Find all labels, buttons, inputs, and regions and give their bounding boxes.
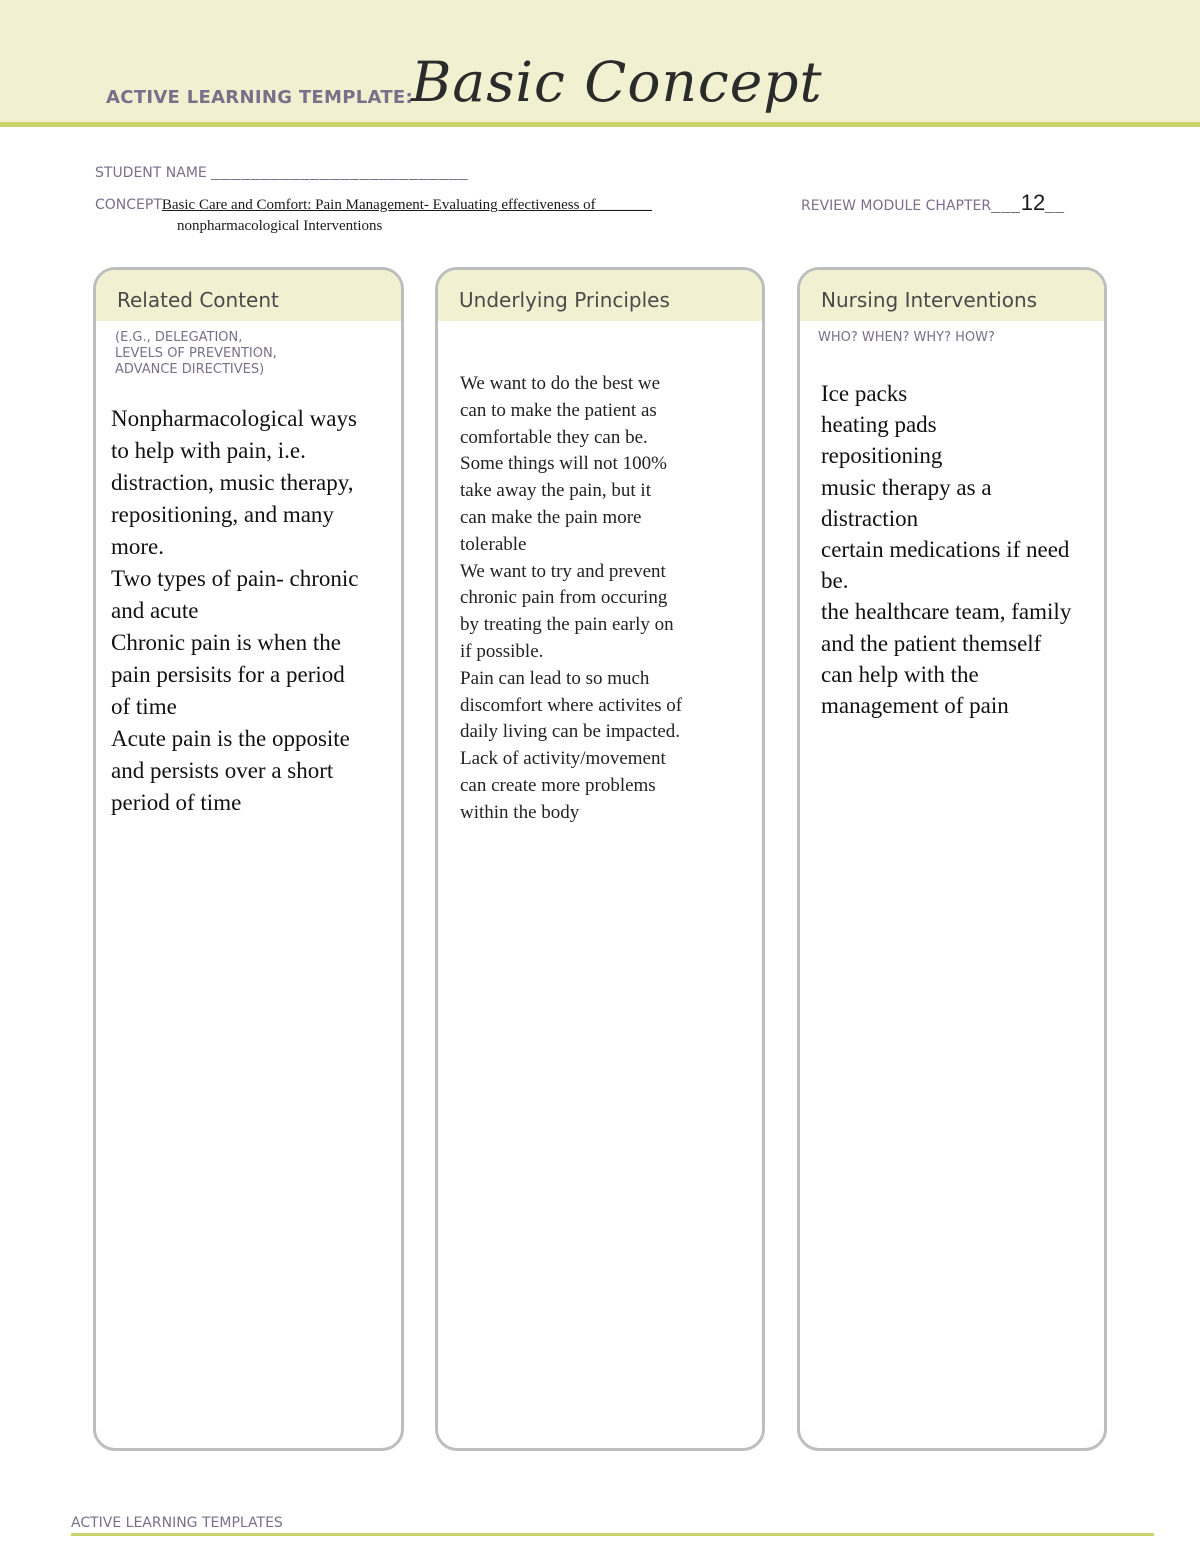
- chapter-blank-prefix: ___: [991, 197, 1021, 214]
- student-name-field[interactable]: __________________________: [211, 164, 469, 181]
- concept-row: [95, 196, 652, 214]
- footer-rule: [71, 1533, 1154, 1536]
- related-content-hint: (E.G., DELEGATION, LEVELS OF PREVENTION, ADVANCE DIRECTIVES): [115, 330, 277, 377]
- footer-label: ACTIVE LEARNING TEMPLATES: [71, 1515, 283, 1531]
- template-label: ACTIVE LEARNING TEMPLATE:: [106, 87, 413, 108]
- concept-field-line2[interactable]: nonpharmacological Interventions: [177, 218, 383, 234]
- nursing-interventions-text[interactable]: Ice packs heating pads repositioning music therapy as a distraction certain medications if need be. the healthcare team, family and the patient themself can help with the management of pain: [821, 381, 1072, 719]
- chapter-field[interactable]: 12: [1020, 190, 1046, 215]
- underlying-principles-box: [435, 267, 765, 1451]
- concept-label: CONCEPT: [95, 197, 162, 213]
- related-content-heading: Related Content: [96, 270, 401, 321]
- student-name-label: STUDENT NAME: [95, 165, 207, 181]
- page-title: Basic Concept: [411, 50, 823, 114]
- nursing-interventions-heading: Nursing Interventions: [800, 270, 1104, 321]
- chapter-blank-suffix: __: [1045, 197, 1066, 214]
- underlying-principles-heading: Underlying Principles: [438, 270, 762, 321]
- related-content-text[interactable]: Nonpharmacological ways to help with pain, i.e. distraction, music therapy, repositioning, and many more. Two types of pain- chronic and acute Chronic pain is when the pain persisits for a period of time Acute pain is the opposite and persists over a short period of time: [111, 406, 359, 815]
- concept-field[interactable]: Basic Care and Comfort: Pain Management- Evaluating effectiveness of _______: [161, 197, 652, 213]
- nursing-interventions-box: [797, 267, 1107, 1451]
- chapter-label: REVIEW MODULE CHAPTER: [801, 198, 992, 214]
- chapter-row: [801, 190, 1065, 216]
- header-rule: [0, 122, 1200, 127]
- student-name-row: [95, 164, 469, 182]
- underlying-principles-text[interactable]: We want to do the best we can to make the patient as comfortable they can be. Some things will not 100% take away the pain, but it can make the pain more tolerable We want to try and prevent chronic pain from occuring by treating the pain early on if possible. Pain can lead to so much discomfort where activites of daily living can be impacted. Lack of activity/movement can create more problems within the body: [460, 373, 683, 823]
- related-content-box: [93, 267, 404, 1451]
- nursing-interventions-hint: WHO? WHEN? WHY? HOW?: [818, 330, 995, 345]
